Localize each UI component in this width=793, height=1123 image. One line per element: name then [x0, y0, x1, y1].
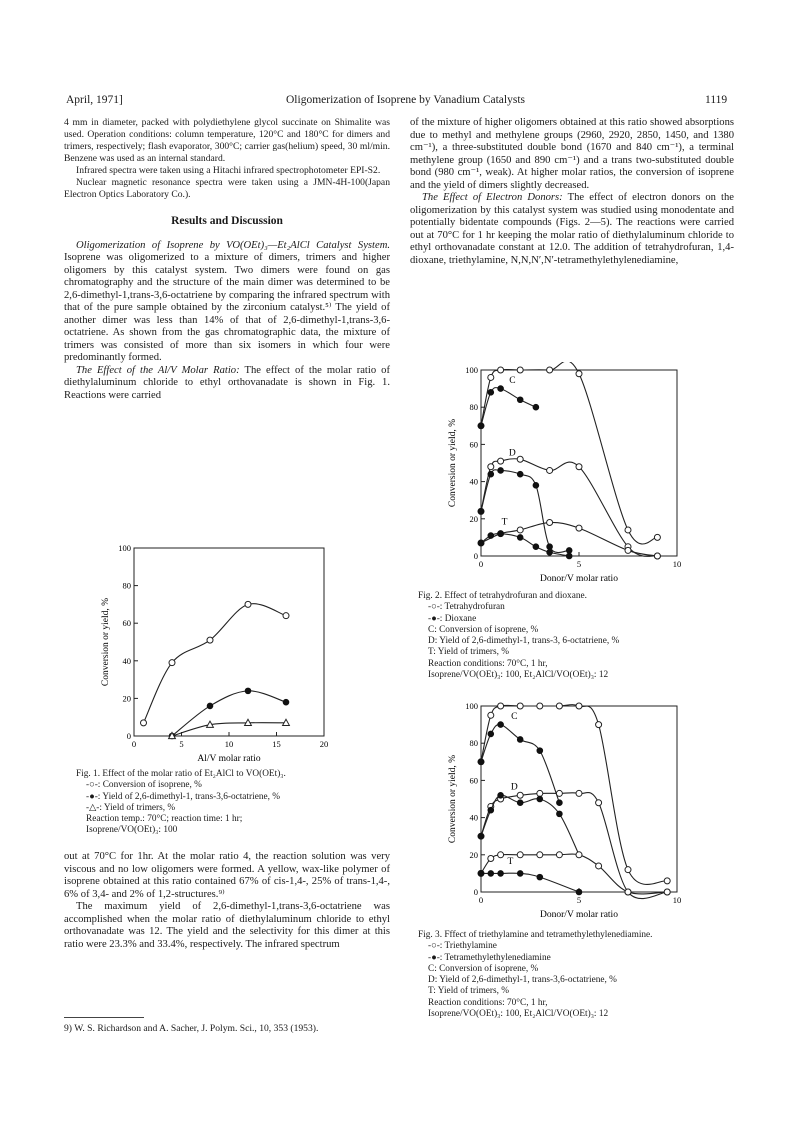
y-tick-label: 60	[469, 439, 478, 450]
data-point-open	[576, 790, 582, 796]
data-point-filled	[207, 703, 213, 709]
y-tick-label: 80	[469, 402, 478, 413]
paragraph-max-yield: The maximum yield of 2,6-dimethyl-1,trans-3,6-octatriene was accomplished when the molar ratio of diethylaluminum chloride to ethyl orthovanadate was 12. The yield and the selectivity for this dimer at this ratio were 23.3% and 33.4%, respectively. The infrared spectrum	[64, 901, 390, 950]
data-point-filled	[488, 731, 494, 737]
paragraph-electron-donors-head: The Effect of Electron Donors:	[422, 192, 563, 203]
series-line	[481, 459, 657, 557]
data-point-open	[169, 660, 175, 666]
data-point-filled	[557, 800, 563, 806]
y-axis-label: Conversion or yield, %	[448, 754, 458, 844]
figure-2-legend-dioxane: -●-: Dioxane	[428, 613, 477, 624]
data-point-filled	[478, 540, 484, 546]
page-number: 1119	[705, 94, 728, 106]
data-point-filled	[478, 423, 484, 429]
data-point-open	[517, 852, 523, 858]
data-point-filled	[478, 833, 484, 839]
figure-2-caption-block	[418, 591, 738, 681]
right-column-top	[410, 117, 734, 267]
footnote-rule	[64, 1017, 144, 1018]
y-tick-label: 0	[473, 551, 478, 561]
figure-3-legend-tmeda: -●-: Tetramethylethylenediamine	[428, 952, 551, 963]
curve-label: T	[507, 857, 514, 868]
y-tick-label: 0	[126, 731, 131, 741]
data-point-filled	[498, 792, 504, 798]
data-point-open	[547, 467, 553, 473]
footnote: 9) W. S. Richardson and A. Sacher, J. Polym. Sci., 10, 353 (1953).	[64, 1023, 319, 1034]
data-point-filled	[498, 871, 504, 877]
figure-3-chart	[425, 698, 725, 930]
data-point-filled	[547, 549, 553, 555]
data-point-open	[596, 722, 602, 728]
paragraph-molar-ratio-4: out at 70°C for 1hr. At the molar ratio 4, the reaction solution was very viscous and no low oligomers were formed. A yellow, wax-like polymer of isoprene obtained at this ratio contained 67% of cis-1,4-, 25% of trans-1,4-, 6% of 3,4- and 2% of 1,2-structures.⁹⁾	[64, 851, 390, 900]
x-tick-label: 0	[478, 559, 484, 569]
data-point-open	[625, 527, 631, 533]
data-point-open	[576, 852, 582, 858]
x-axis-label: Al/V molar ratio	[197, 754, 261, 764]
data-point-filled	[517, 871, 523, 877]
x-tick-label: 5	[576, 895, 582, 905]
data-point-open	[654, 534, 660, 540]
data-point-filled	[478, 759, 484, 765]
paragraph-al-v-ratio-head: The Effect of the Al/V Molar Ratio:	[76, 364, 240, 376]
data-point-filled	[517, 737, 523, 743]
data-point-filled	[533, 544, 539, 550]
paragraph-electron-donors	[410, 192, 734, 267]
plot-frame	[134, 548, 324, 736]
series-line	[481, 873, 579, 892]
x-tick-label: 10	[672, 895, 682, 905]
curve-label: D	[510, 782, 518, 793]
data-point-open	[488, 712, 494, 718]
data-point-filled	[488, 871, 494, 877]
data-point-filled	[498, 531, 504, 537]
y-tick-label: 40	[469, 476, 478, 487]
figure-3-legend-triethylamine: -○-: Triethylamine	[428, 941, 497, 952]
data-point-open	[556, 852, 562, 858]
figure-2-legend-c: C: Conversion of isoprene, %	[428, 624, 539, 635]
data-point-open	[498, 367, 504, 373]
figure-2-chart	[425, 362, 725, 590]
figure-3-ratio: Isoprene/VO(OEt)₃: 100, Et₂AlCl/VO(OEt)₃: 12	[428, 1009, 609, 1020]
data-point-open	[488, 464, 494, 470]
data-point-filled	[533, 404, 539, 410]
figure-3-conditions: Reaction conditions: 70°C, 1 hr,	[428, 997, 548, 1008]
figure-1-caption-block	[76, 769, 396, 837]
data-point-filled	[498, 722, 504, 728]
data-point-open	[556, 703, 562, 709]
series-line	[481, 362, 657, 544]
curve-label: D	[508, 448, 516, 459]
data-point-open	[517, 367, 523, 373]
data-point-open	[625, 867, 631, 873]
data-point-filled	[498, 468, 504, 474]
data-point-open	[498, 703, 504, 709]
paragraph-oligomerization	[64, 240, 390, 365]
data-point-open	[625, 547, 631, 553]
data-point-filled	[245, 688, 251, 694]
y-tick-label: 100	[465, 365, 478, 375]
data-point-filled	[576, 889, 582, 895]
data-point-filled	[566, 553, 572, 559]
data-point-filled	[478, 509, 484, 515]
data-point-open	[517, 792, 523, 798]
figure-1-chart	[88, 538, 358, 770]
figure-2-legend-thf: -○-: Tetrahydrofuran	[428, 602, 505, 613]
data-point-filled	[283, 699, 289, 705]
figure-2-conditions: Reaction conditions: 70°C, 1 hr,	[428, 658, 548, 669]
figure-3-legend-d: D: Yield of 2,6-dimethyl-1, trans-3,6-octatriene, %	[428, 975, 617, 986]
data-point-filled	[547, 544, 553, 550]
paragraph-gc-conditions: 4 mm in diameter, packed with polydiethylene glycol succinate on Shimalite was used. Operation conditions: column temperature, 120°C and 180°C for dimers and trimers, respectively; flash evaporator, 300°C; carrier gas(helium) speed, 30 ml/min. Benzene was used as an internal standard.	[64, 117, 390, 164]
x-tick-label: 5	[576, 559, 582, 569]
y-tick-label: 0	[473, 887, 478, 897]
y-axis-label: Conversion or yield, %	[448, 418, 458, 508]
series-line	[481, 795, 579, 855]
x-tick-label: 15	[272, 739, 281, 749]
series-line	[144, 604, 287, 723]
data-point-filled	[488, 390, 494, 396]
paragraph-electron-donors-body: The effect of electron donors on the oligomerization by this catalyst system was studied using monodentate and potentially bidentate compounds (Figs. 2—5). The reactions were carried out at 70°C for 1 hr keeping the molar ratio of diethylaluminum chloride to ethyl orthovanadate constant at 12.0. The addition of tetrahydrofuran, 1,4-dioxane, triethylamine, N,N,N′,N′-tetramethylethylenediamine,	[410, 192, 734, 266]
paragraph-oligomerization-body: Isoprene was oligomerized to a mixture of dimers, trimers and higher oligomers by this catalyst system. Two dimers were found on gas chromatography and the structure of the main dimer was determined to be 2,6-dimethyl-1,trans-3,6-octatriene by comparing the infrared spectrum with that of the pure sample obtained by the zirconium catalyst.⁵⁾ The yield of another dimer was less than 14% of that of 2,6-dimethyl-1,trans-3,6-octatriene. As shown from the gas chromatographic data, the mixture of trimers was consisted of more than six isomers in which four were predominantly formed.	[64, 252, 390, 363]
y-axis-label: Conversion or yield, %	[101, 597, 111, 687]
data-point-filled	[478, 871, 484, 877]
y-tick-label: 60	[122, 618, 131, 629]
data-point-open	[654, 553, 660, 559]
x-tick-label: 0	[131, 739, 137, 749]
running-header-title: Oligomerization of Isoprene by Vanadium Catalysts	[286, 94, 526, 106]
y-tick-label: 20	[469, 513, 478, 524]
y-tick-label: 20	[122, 693, 131, 704]
figure-1-legend-conversion: -○-: Conversion of isoprene, %	[86, 780, 202, 791]
paragraph-oligomerization-head: Oligomerization of Isoprene by VO(OEt)₃—Et₂AlCl Catalyst System.	[76, 239, 390, 251]
data-point-open	[537, 852, 543, 858]
paragraph-ir: Infrared spectra were taken using a Hitachi infrared spectrophotometer EPI-S2.	[76, 165, 381, 176]
left-column-bottom	[64, 851, 390, 951]
y-tick-label: 80	[469, 738, 478, 749]
data-point-filled	[517, 535, 523, 541]
data-point-filled	[517, 471, 523, 477]
data-point-open	[488, 856, 494, 862]
data-point-open	[245, 601, 251, 607]
figure-1-caption: Fig. 1. Effect of the molar ratio of Et₂AlCl to VO(OEt)₃.	[76, 769, 286, 779]
figure-1-legend-trimer: -△-: Yield of trimers, %	[86, 802, 176, 813]
data-point-filled	[488, 807, 494, 813]
x-tick-label: 10	[224, 739, 234, 749]
data-point-filled	[566, 548, 572, 554]
figure-3-caption-block	[418, 930, 738, 1020]
data-point-filled	[537, 748, 543, 754]
figure-3-caption: Fig. 3. Fffect of triethylamine and tetramethylethylenediamine.	[418, 930, 653, 940]
data-point-open	[141, 720, 147, 726]
data-point-open	[556, 790, 562, 796]
data-point-open	[596, 863, 602, 869]
figure-2-legend-d: D: Yield of 2,6-dimethyl-1, trans-3, 6-octatriene, %	[428, 636, 620, 647]
data-point-open	[498, 458, 504, 464]
data-point-open	[576, 464, 582, 470]
data-point-filled	[537, 796, 543, 802]
left-column-top	[64, 117, 390, 402]
data-point-filled	[517, 800, 523, 806]
data-point-open	[537, 703, 543, 709]
running-header-left: April, 1971]	[66, 94, 123, 106]
data-point-filled	[533, 483, 539, 489]
data-point-open	[547, 520, 553, 526]
data-point-filled	[517, 397, 523, 403]
paragraph-al-v-ratio-body: The effect of the molar ratio of diethylaluminum chloride to ethyl orthovanadate is shown in Fig. 1. Reactions were carried	[64, 364, 391, 401]
figure-2-ratio: Isoprene/VO(OEt)₃: 100, Et₂AlCl/VO(OEt)₃: 12	[428, 670, 609, 681]
curve-label: T	[501, 517, 508, 528]
data-point-open	[664, 878, 670, 884]
curve-label: C	[509, 376, 516, 387]
y-tick-label: 20	[469, 849, 478, 860]
y-tick-label: 100	[465, 701, 478, 711]
data-point-open	[283, 613, 289, 619]
data-point-open	[517, 527, 523, 533]
section-heading: Results and Discussion	[171, 215, 283, 227]
figure-3-legend-c: C: Conversion of isoprene, %	[428, 963, 539, 974]
y-tick-label: 40	[469, 812, 478, 823]
figure-3-legend-t: T: Yield of trimers, %	[428, 986, 510, 997]
figure-2-legend-t: T: Yield of trimers, %	[428, 647, 510, 658]
data-point-open	[488, 374, 494, 380]
data-point-open	[498, 852, 504, 858]
data-point-open	[596, 800, 602, 806]
x-axis-label: Donor/V molar ratio	[540, 574, 618, 584]
curve-label: C	[511, 712, 518, 723]
data-point-filled	[488, 471, 494, 477]
data-point-open	[625, 889, 631, 895]
data-point-open	[547, 367, 553, 373]
y-tick-label: 80	[122, 580, 131, 591]
data-point-filled	[557, 811, 563, 817]
data-point-filled	[488, 533, 494, 539]
paragraph-al-v-ratio	[64, 365, 390, 403]
data-point-open	[576, 371, 582, 377]
figure-1-ratio: Isoprene/VO(OEt)₃: 100	[86, 825, 178, 836]
data-point-open	[207, 637, 213, 643]
data-point-open	[576, 525, 582, 531]
paragraph-infrared: of the mixture of higher oligomers obtained at this ratio showed absorptions due to methyl and methylene groups (2960, 2920, 2850, 1450, and 1380 cm⁻¹), a three-substituted double bond (1670 and 840 cm⁻¹), a terminal methylene group (1650 and 890 cm⁻¹) and a trans two-substituted double bond (980 cm⁻¹, weak). At higher molar ratios, the conversion of isoprene and the yield of dimers slightly decreased.	[410, 117, 734, 191]
x-tick-label: 5	[179, 739, 184, 749]
y-tick-label: 100	[118, 543, 131, 553]
x-tick-label: 10	[672, 559, 682, 569]
paragraph-nmr: Nuclear magnetic resonance spectra were taken using a JMN-4H-100(Japan Electron Optics Laboratory Co.).	[64, 177, 390, 200]
x-axis-label: Donor/V molar ratio	[540, 910, 618, 920]
series-line	[172, 691, 286, 736]
x-tick-label: 0	[478, 895, 484, 905]
x-tick-label: 20	[319, 739, 329, 749]
data-point-open	[517, 456, 523, 462]
data-point-open	[537, 790, 543, 796]
data-point-open	[517, 703, 523, 709]
data-point-open	[576, 703, 582, 709]
data-point-filled	[498, 386, 504, 392]
figure-1-conditions: Reaction temp.: 70°C; reaction time: 1 hr;	[86, 814, 243, 825]
y-tick-label: 60	[469, 775, 478, 786]
figure-2-caption: Fig. 2. Effect of tetrahydrofuran and dioxane.	[418, 591, 587, 601]
figure-1-legend-dimer: -●-: Yield of 2,6-dimethyl-1, trans-3,6-octatriene, %	[86, 791, 280, 802]
data-point-open	[664, 889, 670, 895]
data-point-filled	[537, 874, 543, 880]
y-tick-label: 40	[122, 655, 131, 666]
